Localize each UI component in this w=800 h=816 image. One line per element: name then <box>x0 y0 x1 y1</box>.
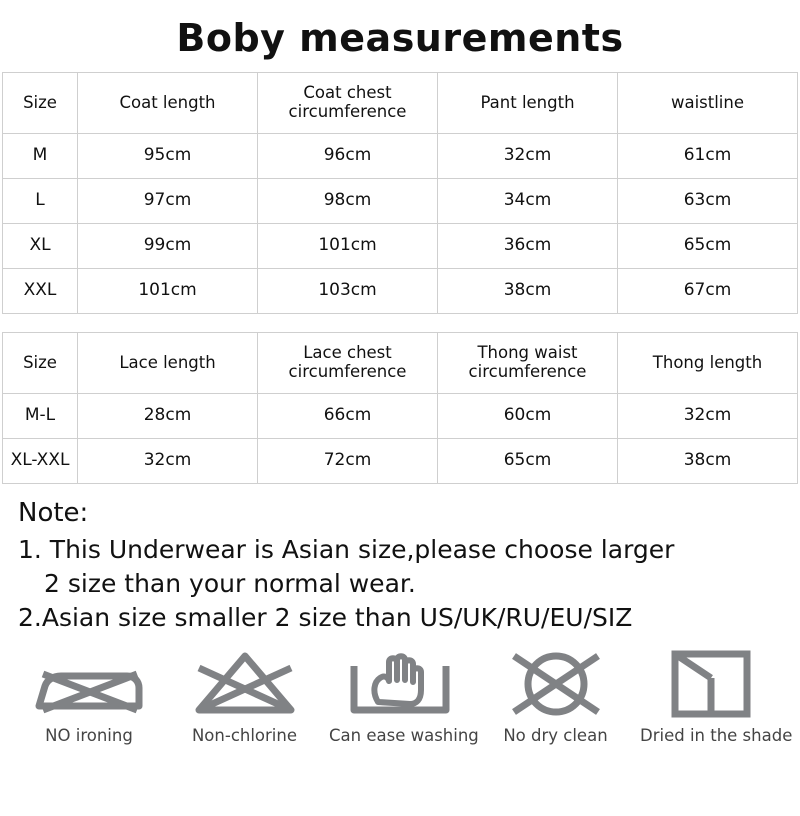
table2-header-size: Size <box>3 333 78 394</box>
table1-header-waistline: waistline <box>618 73 798 134</box>
table2-r0-c4: 32cm <box>618 394 798 439</box>
care-label-dry-in-shade: Dried in the shade <box>640 726 793 746</box>
table2-r1-c2: 72cm <box>258 439 438 484</box>
table2-r0-c2: 66cm <box>258 394 438 439</box>
size-chart-page <box>0 16 800 816</box>
table1-header-coat-chest-circumference: Coat chest circumference <box>258 73 438 134</box>
table1-r1-c1: 97cm <box>78 179 258 224</box>
hand-wash-icon <box>329 644 471 722</box>
table-row <box>3 179 798 224</box>
table1-r2-c3: 36cm <box>438 224 618 269</box>
table-row <box>3 269 798 314</box>
table2-header-lace-length: Lace length <box>78 333 258 394</box>
care-label-non-chlorine: Non-chlorine <box>191 726 298 746</box>
table1-r2-c4: 65cm <box>618 224 798 269</box>
table1-r0-c0: M <box>3 134 78 179</box>
table1-r3-c2: 103cm <box>258 269 438 314</box>
no-dry-clean-icon <box>485 644 627 722</box>
table1-r3-c3: 38cm <box>438 269 618 314</box>
table2-r0-c1: 28cm <box>78 394 258 439</box>
table1-r3-c1: 101cm <box>78 269 258 314</box>
lace-thong-measurements-table <box>2 332 798 484</box>
table1-r1-c2: 98cm <box>258 179 438 224</box>
table1-r1-c3: 34cm <box>438 179 618 224</box>
care-item-hand-wash <box>329 644 479 746</box>
table1-header-size: Size <box>3 73 78 134</box>
table1-r2-c0: XL <box>3 224 78 269</box>
care-label-no-ironing: NO ironing <box>45 726 133 746</box>
care-item-no-dry-clean <box>485 644 627 745</box>
no-ironing-icon <box>18 644 160 722</box>
table-row <box>3 394 798 439</box>
table-row <box>3 134 798 179</box>
table1-header-pant-length: Pant length <box>438 73 618 134</box>
table2-r1-c0: XL-XXL <box>3 439 78 484</box>
notes-block <box>18 496 800 634</box>
note-line-1: 1. This Underwear is Asian size,please choose larger <box>18 535 675 565</box>
table1-r2-c2: 101cm <box>258 224 438 269</box>
table2-header-thong-length: Thong length <box>618 333 798 394</box>
table1-r1-c0: L <box>3 179 78 224</box>
table1-r3-c4: 67cm <box>618 269 798 314</box>
table1-r0-c4: 61cm <box>618 134 798 179</box>
care-label-no-dry-clean: No dry clean <box>503 726 608 746</box>
dry-in-shade-icon <box>640 644 782 722</box>
care-label-hand-wash: Can ease washing <box>329 726 479 746</box>
table2-r1-c1: 32cm <box>78 439 258 484</box>
table-divider <box>0 314 800 332</box>
table1-r0-c3: 32cm <box>438 134 618 179</box>
table1-header-coat-length: Coat length <box>78 73 258 134</box>
table1-r0-c1: 95cm <box>78 134 258 179</box>
table2-r1-c4: 38cm <box>618 439 798 484</box>
table1-r2-c1: 99cm <box>78 224 258 269</box>
table-header-row <box>3 73 798 134</box>
care-item-no-ironing <box>18 644 160 745</box>
table2-header-thong-waist-circumference: Thong waist circumference <box>438 333 618 394</box>
table-row <box>3 439 798 484</box>
table1-r3-c0: XXL <box>3 269 78 314</box>
table2-r1-c3: 65cm <box>438 439 618 484</box>
table-row <box>3 224 798 269</box>
table2-r0-c0: M-L <box>3 394 78 439</box>
body-measurements-table <box>2 72 798 314</box>
note-line-2: 2 size than your normal wear. <box>44 568 416 598</box>
care-item-non-chlorine <box>174 644 316 745</box>
notes-heading: Note: <box>18 498 89 528</box>
page-title: Boby measurements <box>176 16 624 60</box>
care-item-dry-in-shade <box>640 644 793 746</box>
table-header-row <box>3 333 798 394</box>
table1-r1-c4: 63cm <box>618 179 798 224</box>
table1-r0-c2: 96cm <box>258 134 438 179</box>
non-chlorine-icon <box>174 644 316 722</box>
table2-r0-c3: 60cm <box>438 394 618 439</box>
note-line-3: 2.Asian size smaller 2 size than US/UK/RU/EU/SIZ <box>18 602 633 632</box>
table2-header-lace-chest-circumference: Lace chest circumference <box>258 333 438 394</box>
care-instructions-row <box>18 644 793 746</box>
